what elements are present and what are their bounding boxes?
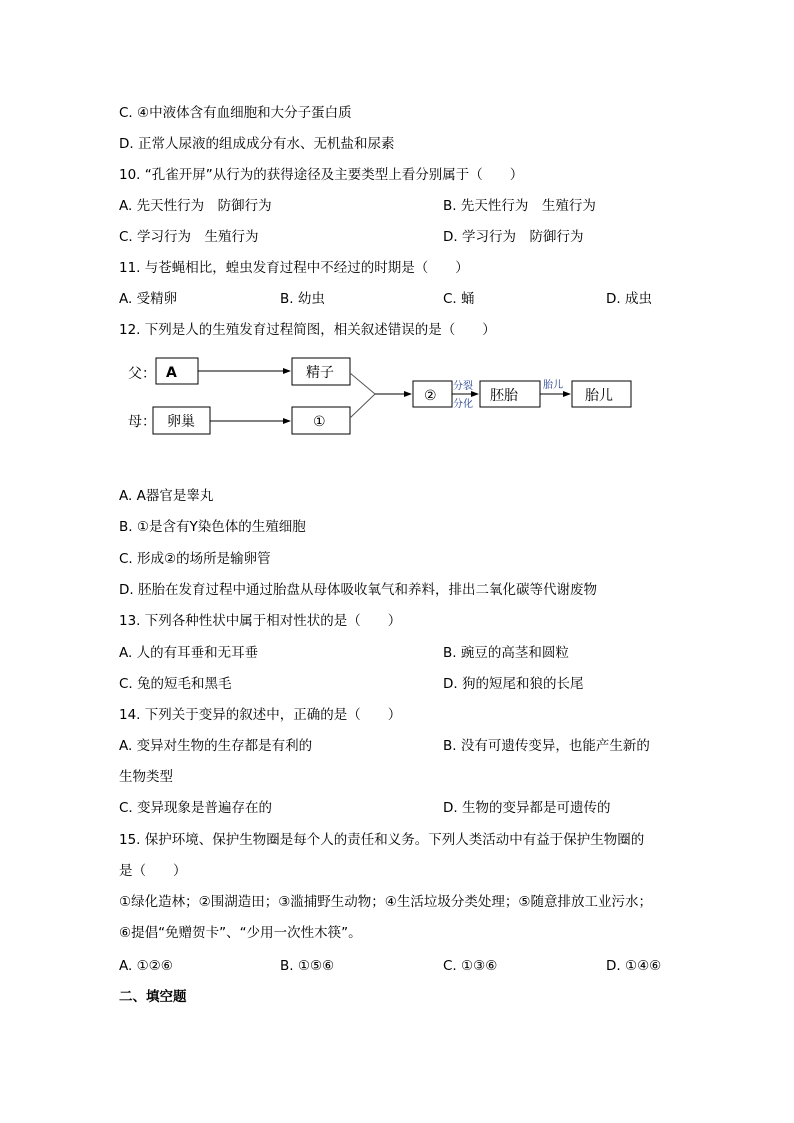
embryo-label: 胚胎 bbox=[490, 388, 518, 404]
q10-stem: 10. “孔雀开屏”从行为的获得途径及主要类型上看分别属于（ ） bbox=[119, 167, 524, 183]
fetus-label: 胎儿 bbox=[585, 388, 613, 404]
reproduction-diagram bbox=[0, 0, 794, 460]
q12-option-b: B. ①是含有Y染色体的生殖细胞 bbox=[119, 519, 306, 535]
q12-option-c: C. 形成②的场所是输卵管 bbox=[119, 551, 271, 567]
ovary-label: 卵巢 bbox=[167, 414, 195, 430]
q14-option-b: B. 没有可遗传变异，也能产生新的 bbox=[443, 738, 650, 754]
q15-items: ①绿化造林；②围湖造田；③滥捕野生动物；④生活垃圾分类处理；⑤随意排放工业污水； bbox=[119, 894, 653, 910]
q14-option-c: C. 变异现象是普遍存在的 bbox=[119, 800, 273, 816]
q14-option-a: A. 变异对生物的生存都是有利的 bbox=[119, 738, 313, 754]
q12-option-d: D. 胚胎在发育过程中通过胎盘从母体吸收氧气和养料，排出二氧化碳等代谢废物 bbox=[119, 582, 597, 598]
q13-stem: 13. 下列各种性状中属于相对性状的是（ ） bbox=[119, 613, 402, 629]
q10-option-b: B. 先天性行为 生殖行为 bbox=[443, 198, 596, 214]
q13-option-a: A. 人的有耳垂和无耳垂 bbox=[119, 645, 259, 661]
q10-option-d: D. 学习行为 防御行为 bbox=[443, 229, 584, 245]
q11-option-a: A. 受精卵 bbox=[119, 291, 178, 307]
fetus-arrow-label: 胎儿 bbox=[543, 380, 563, 391]
section-heading: 二、填空题 bbox=[119, 989, 187, 1005]
father-label: 父： bbox=[128, 366, 156, 382]
split-label: 分裂 bbox=[453, 381, 473, 392]
box-a bbox=[156, 358, 198, 384]
q14-option-b-cont: 生物类型 bbox=[119, 769, 173, 785]
q11-option-c: C. 蛹 bbox=[443, 291, 475, 307]
one-label: ① bbox=[313, 414, 326, 430]
q12-stem: 12. 下列是人的生殖发育过程简图，相关叙述错误的是（ ） bbox=[119, 322, 496, 338]
q12-option-a: A. A器官是睾丸 bbox=[119, 488, 214, 504]
q9-option-c: C. ④中液体含有血细胞和大分子蛋白质 bbox=[119, 105, 352, 121]
q14-stem: 14. 下列关于变异的叙述中，正确的是（ ） bbox=[119, 707, 402, 723]
q11-option-d: D. 成虫 bbox=[606, 291, 652, 307]
q15-option-c: C. ①③⑥ bbox=[443, 958, 498, 974]
q15-option-b: B. ①⑤⑥ bbox=[280, 958, 335, 974]
q15-option-a: A. ①②⑥ bbox=[119, 958, 173, 974]
q10-option-a: A. 先天性行为 防御行为 bbox=[119, 198, 272, 214]
a-label: A bbox=[166, 365, 177, 381]
q15-stem-cont: 是（ ） bbox=[119, 863, 187, 879]
two-label: ② bbox=[424, 388, 437, 404]
q13-option-d: D. 狗的短尾和狼的长尾 bbox=[443, 676, 584, 692]
q13-option-b: B. 豌豆的高茎和圆粒 bbox=[443, 645, 569, 661]
q15-option-d: D. ①④⑥ bbox=[606, 958, 662, 974]
sperm-label: 精子 bbox=[306, 365, 334, 381]
mother-label: 母： bbox=[128, 414, 156, 430]
q14-option-d: D. 生物的变异都是可遗传的 bbox=[443, 800, 611, 816]
q15-stem: 15. 保护环境、保护生物圈是每个人的责任和义务。下列人类活动中有益于保护生物圈的 bbox=[119, 832, 645, 848]
q13-option-c: C. 兔的短毛和黑毛 bbox=[119, 676, 232, 692]
q9-option-d: D. 正常人尿液的组成成分有水、无机盐和尿素 bbox=[119, 136, 395, 152]
q11-option-b: B. 幼虫 bbox=[280, 291, 325, 307]
q10-option-c: C. 学习行为 生殖行为 bbox=[119, 229, 259, 245]
diff-label: 分化 bbox=[453, 399, 473, 410]
q15-items-cont: ⑥提倡“免赠贺卡”、“少用一次性木筷”。 bbox=[119, 925, 362, 941]
q11-stem: 11. 与苍蝇相比，蝗虫发育过程中不经过的时期是（ ） bbox=[119, 260, 469, 276]
